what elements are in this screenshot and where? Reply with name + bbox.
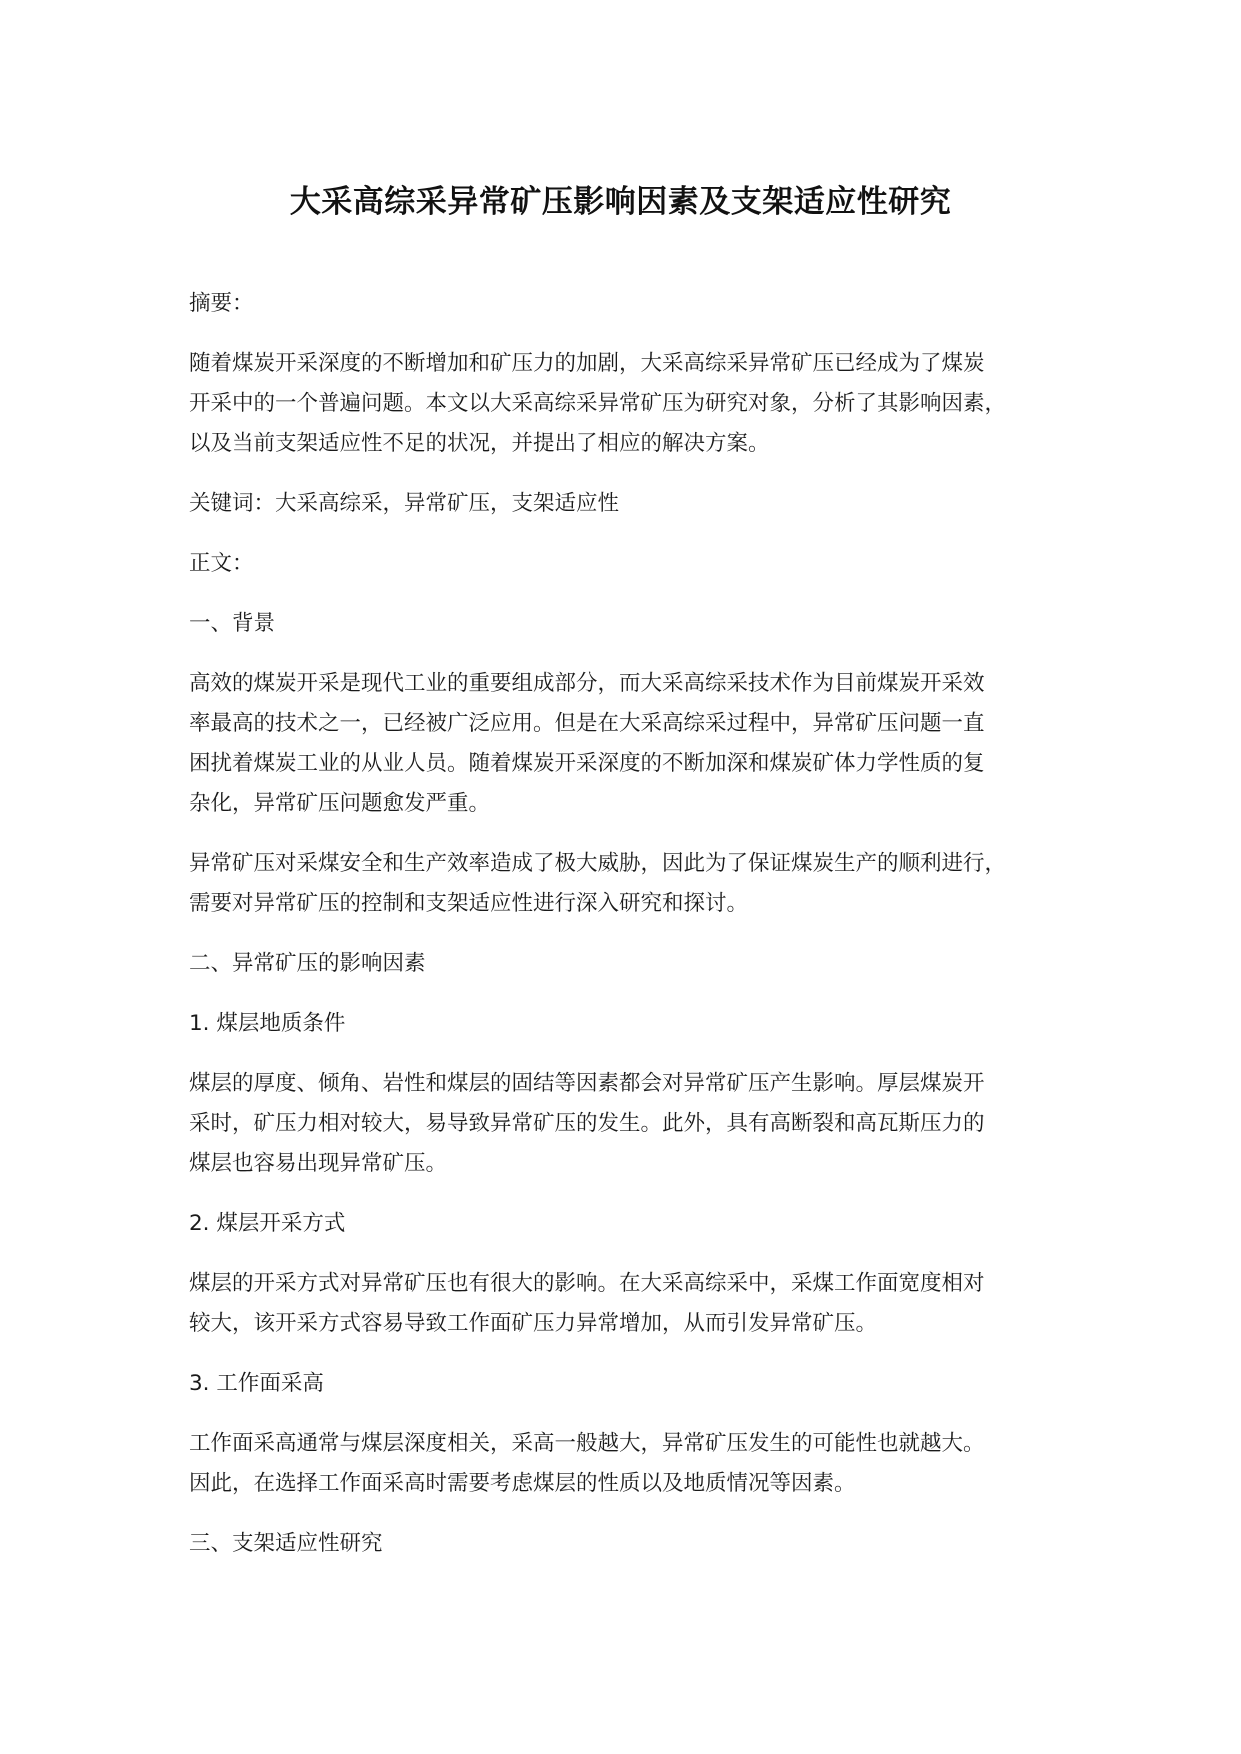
subsection-heading-geology: 1. 煤层地质条件 — [189, 1011, 346, 1036]
geology-paragraph — [189, 1064, 1089, 1184]
abstract-line: 开采中的一个普遍问题。本文以大采高综采异常矿压为研究对象，分析了其影响因素， — [189, 391, 1007, 416]
paragraph-line: 杂化，异常矿压问题愈发严重。 — [189, 791, 491, 816]
mining-height-paragraph — [189, 1424, 1089, 1504]
paragraph-line: 率最高的技术之一，已经被广泛应用。但是在大采高综采过程中，异常矿压问题一直 — [189, 711, 985, 736]
background-paragraph-2 — [189, 844, 1089, 924]
paragraph-line: 煤层的开采方式对异常矿压也有很大的影响。在大采高综采中，采煤工作面宽度相对 — [189, 1271, 985, 1296]
section-heading-support: 三、支架适应性研究 — [189, 1531, 383, 1556]
section-heading-factors: 二、异常矿压的影响因素 — [189, 951, 426, 976]
background-paragraph-1 — [189, 664, 1089, 824]
paragraph-line: 采时，矿压力相对较大，易导致异常矿压的发生。此外，具有高断裂和高瓦斯压力的 — [189, 1111, 985, 1136]
body-heading: 正文： — [189, 551, 254, 576]
paragraph-line: 高效的煤炭开采是现代工业的重要组成部分，而大采高综采技术作为目前煤炭开采效 — [189, 671, 985, 696]
paragraph-line: 工作面采高通常与煤层深度相关，采高一般越大，异常矿压发生的可能性也就越大。 — [189, 1431, 985, 1456]
paragraph-line: 较大，该开采方式容易导致工作面矿压力异常增加，从而引发异常矿压。 — [189, 1311, 878, 1336]
paragraph-line: 因此，在选择工作面采高时需要考虑煤层的性质以及地质情况等因素。 — [189, 1471, 856, 1496]
abstract-paragraph — [189, 344, 1089, 464]
paragraph-line: 煤层的厚度、倾角、岩性和煤层的固结等因素都会对异常矿压产生影响。厚层煤炭开 — [189, 1071, 985, 1096]
paragraph-line: 困扰着煤炭工业的从业人员。随着煤炭开采深度的不断加深和煤炭矿体力学性质的复 — [189, 751, 985, 776]
section-heading-background: 一、背景 — [189, 611, 276, 636]
abstract-line: 随着煤炭开采深度的不断增加和矿压力的加剧，大采高综采异常矿压已经成为了煤炭 — [189, 351, 985, 376]
keywords: 关键词：大采高综采，异常矿压，支架适应性 — [189, 491, 620, 516]
paragraph-line: 异常矿压对采煤安全和生产效率造成了极大威胁，因此为了保证煤炭生产的顺利进行， — [189, 851, 1007, 876]
paragraph-line: 需要对异常矿压的控制和支架适应性进行深入研究和探讨。 — [189, 891, 749, 916]
subsection-heading-mining-height: 3. 工作面采高 — [189, 1371, 324, 1396]
paragraph-line: 煤层也容易出现异常矿压。 — [189, 1151, 448, 1176]
abstract-line: 以及当前支架适应性不足的状况，并提出了相应的解决方案。 — [189, 431, 770, 456]
document-title: 大采高综采异常矿压影响因素及支架适应性研究 — [289, 184, 952, 220]
document-body — [189, 284, 1089, 1564]
mining-method-paragraph — [189, 1264, 1089, 1344]
subsection-heading-mining-method: 2. 煤层开采方式 — [189, 1211, 346, 1236]
abstract-heading: 摘要： — [189, 291, 254, 316]
